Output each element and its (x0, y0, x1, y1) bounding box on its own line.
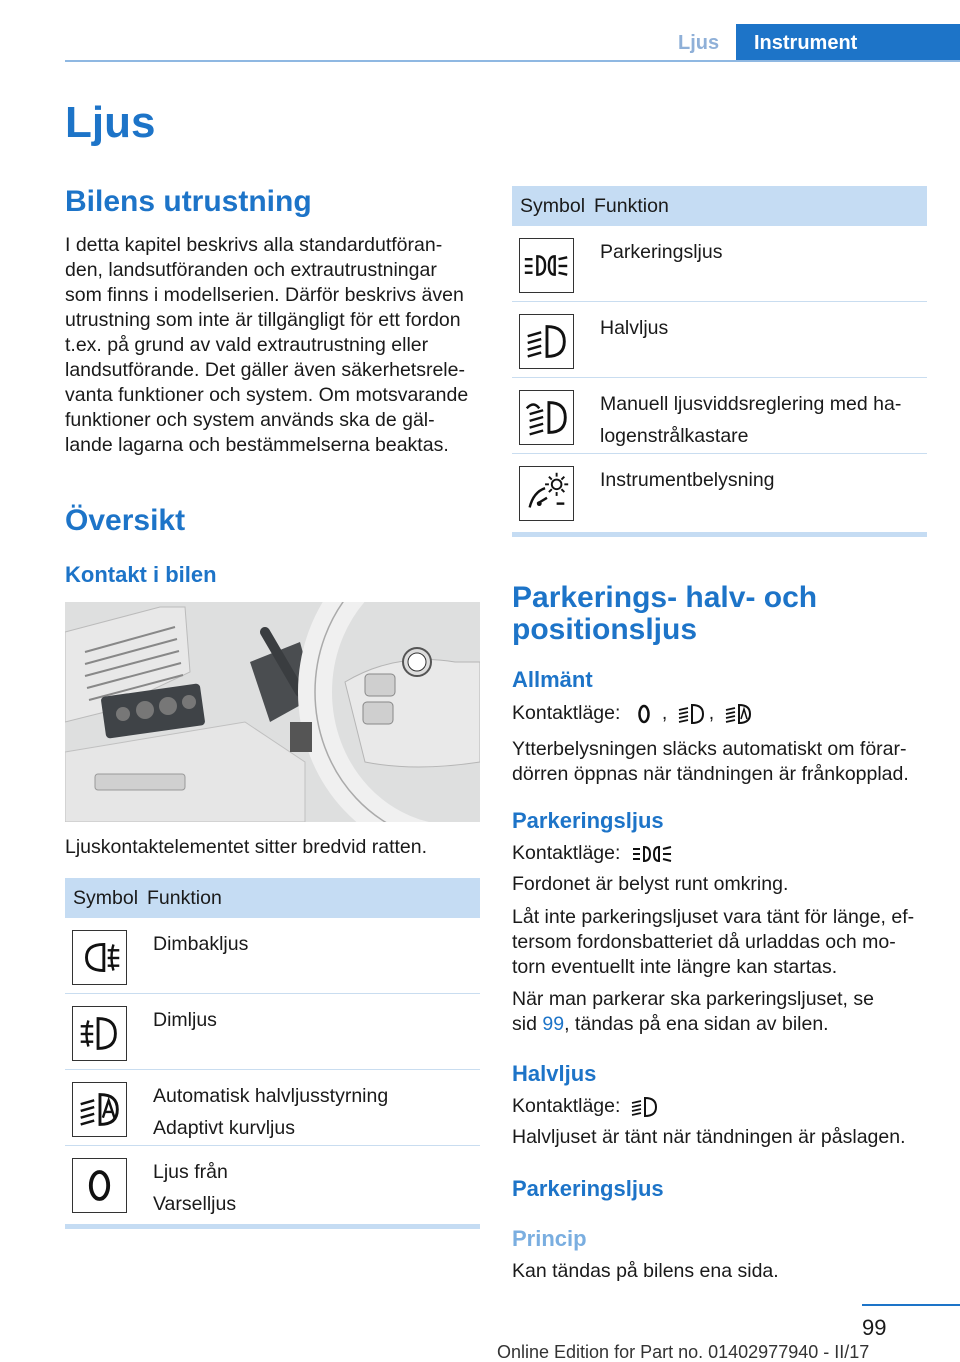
heading-equipment: Bilens utrustning (65, 185, 312, 218)
principle-paragraph: Kan tändas på bilens ena sida. (512, 1260, 779, 1282)
parking-paragraph-1: Fordonet är belyst runt omkring. (512, 873, 789, 895)
table-row: Automatisk halvljusstyrning Adaptivt kurvljus (65, 1070, 480, 1146)
low-beam-switch-position: Kontaktläge: (512, 1094, 662, 1119)
symbol-table-2 (512, 186, 927, 537)
table-row: Manuell ljusviddsreglering med ha- logenstrålkastare (512, 378, 927, 454)
parking-switch-position: Kontaktläge: (512, 841, 678, 866)
parking-paragraph-3: När man parkerar ska parkeringsljuset, se sid 99, tändas på ena sidan av bilen. (512, 988, 874, 1035)
table-row: Halvljus (512, 302, 927, 378)
rear-fog-light-icon (72, 930, 127, 985)
edition-note: Online Edition for Part no. 01402977940 - II/17 (497, 1342, 870, 1362)
heading-parking-low-position: Parkerings- halv- och positionsljus (512, 581, 818, 646)
table-row: Parkeringsljus (512, 226, 927, 302)
heading-principle: Princip (512, 1226, 587, 1251)
auto-low-beam-icon (724, 702, 752, 726)
lights-off-icon (72, 1158, 127, 1213)
table-header (512, 186, 927, 226)
general-paragraph: Ytterbelysningen släcks automatiskt om förar- dörren öppnas när tändningen är frånkopplad. (512, 738, 909, 785)
col-function: Funktion (594, 194, 669, 217)
dashboard-photo (65, 602, 480, 822)
headlight-range-control-icon (519, 390, 574, 445)
heading-contact: Kontakt i bilen (65, 562, 217, 587)
auto-low-beam-icon (72, 1082, 127, 1137)
heading-general: Allmänt (512, 667, 593, 692)
col-symbol: Symbol (73, 886, 139, 909)
symbol-table-1 (65, 878, 480, 1229)
lights-off-icon (630, 702, 658, 726)
table-row: Ljus från Varselljus (65, 1146, 480, 1224)
page-link-99[interactable]: 99 (542, 1013, 565, 1035)
footer-divider (862, 1304, 960, 1306)
table-footer-bar (65, 1224, 480, 1229)
instrument-lighting-icon (519, 466, 574, 521)
table-row: Dimljus (65, 994, 480, 1070)
header-section: Ljus (678, 32, 720, 54)
col-symbol: Symbol (520, 194, 586, 217)
general-switch-position: Kontaktläge: , , (512, 701, 756, 726)
heading-overview: Översikt (65, 504, 186, 537)
low-beam-paragraph: Halvljuset är tänt när tändningen är påslagen. (512, 1126, 906, 1148)
parking-light-icon (519, 238, 574, 293)
photo-caption: Ljuskontaktelementet sitter bredvid ratten. (65, 836, 428, 858)
table-row: Instrumentbelysning (512, 454, 927, 532)
low-beam-icon (677, 702, 705, 726)
col-function: Funktion (147, 886, 222, 909)
equipment-paragraph: I detta kapitel beskrivs alla standardutföran- den, landsutföranden och extrautrustningar som finns i modellserien. Därför beskrivs även utrustning som inte är tillgängligt för ett fordon t.ex. på grund av vald extrautrustning eller landsutförande. Det gäller även säkerhetsrele- vanta funktioner och system. Om motsvarande funktioner och system används ska de gäl- lande lagarna och bestämmelserna beaktas. (65, 234, 469, 456)
parking-paragraph-2: Låt inte parkeringsljuset vara tänt för länge, ef- tersom fordonsbatteriet då urladdas och mo- torn eventuellt inte längre kan startas. (512, 906, 915, 978)
front-fog-light-icon (72, 1006, 127, 1061)
table-row: Dimbakljus (65, 918, 480, 994)
heading-parking-light: Parkeringsljus (512, 808, 664, 833)
table-header (65, 878, 480, 918)
table-footer-bar (512, 532, 927, 537)
low-beam-icon (630, 1095, 658, 1119)
heading-low-beam: Halvljus (512, 1061, 597, 1086)
header-divider (65, 60, 960, 62)
heading-parking-light-2: Parkeringsljus (512, 1176, 664, 1201)
parking-light-icon (630, 842, 674, 866)
header-tab-instrument[interactable]: Instrument (736, 24, 960, 62)
page-number: 99 (862, 1315, 887, 1340)
page-title: Ljus (65, 98, 156, 147)
low-beam-icon (519, 314, 574, 369)
